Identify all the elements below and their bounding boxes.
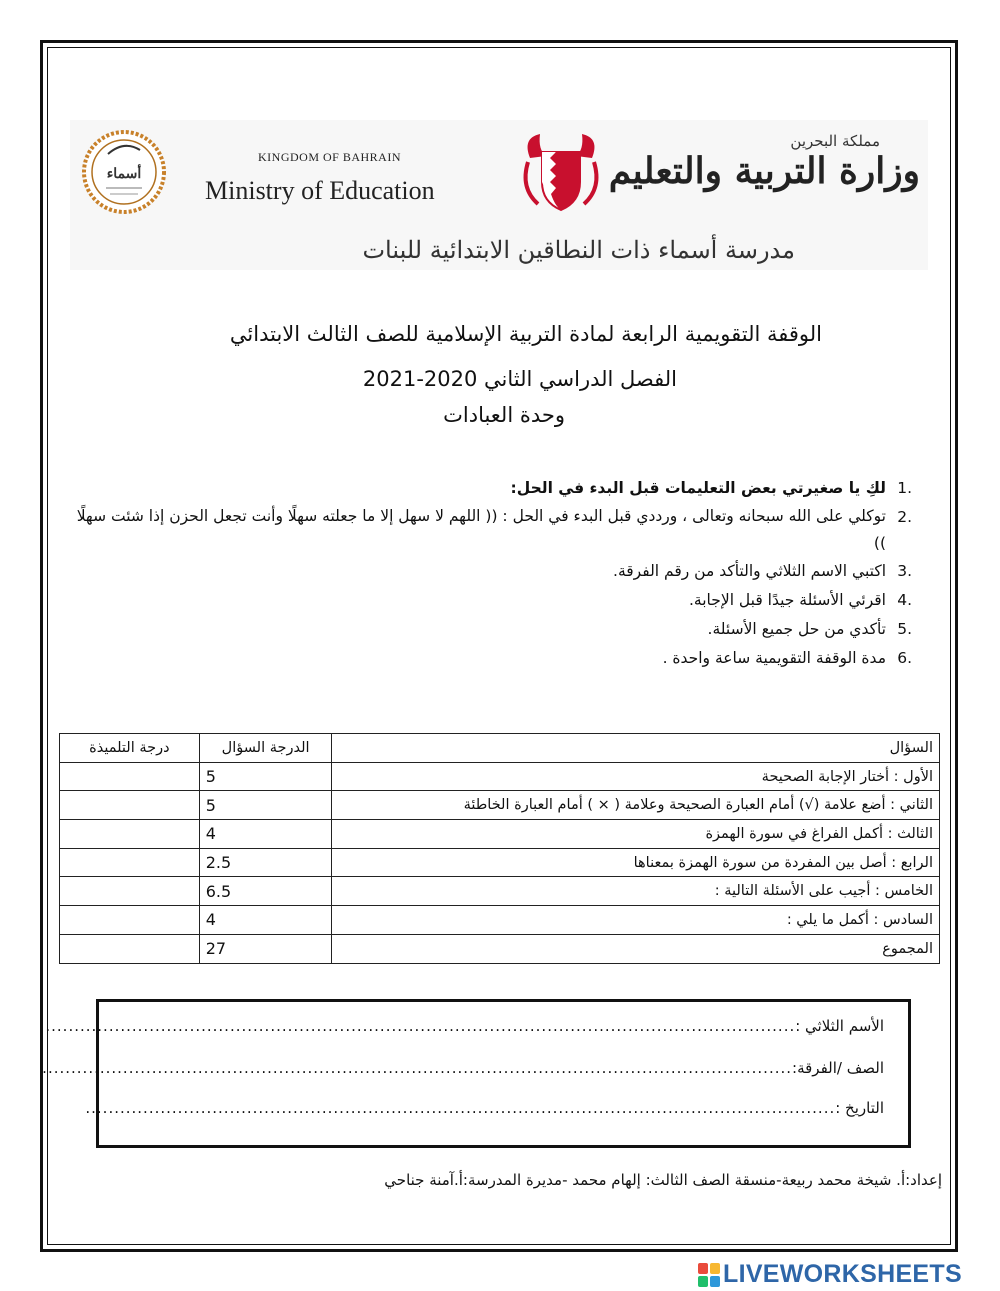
class-field[interactable] <box>42 1059 884 1077</box>
class-label: الصف /الفرقة: <box>792 1059 884 1077</box>
table-header-row <box>60 734 940 763</box>
degree-cell: 4 <box>199 820 332 849</box>
header-ministry-en: Ministry of Education <box>205 176 435 205</box>
header-question-degree: الدرجة السؤال <box>199 734 332 763</box>
degree-cell: 4 <box>199 906 332 935</box>
table-row <box>60 820 940 849</box>
instruction-item <box>60 586 912 615</box>
instruction-number: .1 <box>897 479 912 497</box>
name-dots: .................................................................................................................................. <box>45 1017 796 1035</box>
instructions-list <box>60 474 912 673</box>
degree-cell: 6.5 <box>199 877 332 906</box>
class-dots: .................................................................................................................................. <box>42 1059 793 1077</box>
table-total-row <box>60 934 940 963</box>
instruction-item <box>60 615 912 644</box>
instruction-text: اكتبي الاسم الثلاثي والتأكد من رقم الفرقة. <box>613 562 886 580</box>
school-name: مدرسة أسماء ذات النطاقين الابتدائية للبنات <box>362 236 795 264</box>
instruction-text: اقرئي الأسئلة جيدًا قبل الإجابة. <box>689 591 886 609</box>
question-cell: الأول : أختار الإجابة الصحيحة <box>332 762 940 791</box>
instruction-item <box>60 644 912 673</box>
header-question: السؤال <box>332 734 940 763</box>
instruction-item <box>60 503 912 557</box>
student-score-cell[interactable] <box>60 848 200 877</box>
name-field[interactable] <box>45 1017 884 1035</box>
student-score-cell[interactable] <box>60 762 200 791</box>
instruction-text: توكلي على الله سبحانه وتعالى ، ورددي قبل البدء في الحل : (( اللهم لا سهل إلا ما جعلته سهلًا وأنت تجعل الحزن إذا شئت سهلًا )) <box>76 507 886 552</box>
instruction-text: تأكدي من حل جميع الأسئلة. <box>707 620 886 638</box>
student-score-cell[interactable] <box>60 791 200 820</box>
degree-cell: 2.5 <box>199 848 332 877</box>
question-cell: الثالث : أكمل الفراغ في سورة الهمزة <box>332 820 940 849</box>
bahrain-emblem <box>520 128 602 214</box>
total-degree-cell: 27 <box>199 934 332 963</box>
question-cell: الثاني : أضع علامة (√) أمام العبارة الصحيحة وعلامة ( × ) أمام العبارة الخاطئة <box>332 791 940 820</box>
table-row <box>60 848 940 877</box>
total-student-score-cell[interactable] <box>60 934 200 963</box>
degree-cell: 5 <box>199 791 332 820</box>
school-logo <box>78 126 170 218</box>
instruction-number: .2 <box>897 508 912 526</box>
student-score-cell[interactable] <box>60 820 200 849</box>
date-field[interactable] <box>85 1099 884 1117</box>
exam-unit: وحدة العبادات <box>443 403 565 427</box>
question-cell: السادس : أكمل ما يلي : <box>332 906 940 935</box>
liveworksheets-text: LIVEWORKSHEETS <box>723 1260 962 1288</box>
student-score-cell[interactable] <box>60 877 200 906</box>
question-cell: الخامس : أجيب على الأسئلة التالية : <box>332 877 940 906</box>
header-student-degree: درجة التلميذة <box>60 734 200 763</box>
student-info-box <box>42 999 911 1148</box>
table-row <box>60 877 940 906</box>
header-ministry-ar: وزارة التربية والتعليم <box>608 150 920 192</box>
header-kingdom-en: KINGDOM OF BAHRAIN <box>258 150 402 164</box>
date-label: التاريخ : <box>835 1099 884 1117</box>
table-row <box>60 791 940 820</box>
instruction-number: .6 <box>897 649 912 667</box>
degree-cell: 5 <box>199 762 332 791</box>
liveworksheets-watermark[interactable] <box>698 1260 962 1289</box>
liveworksheets-icon <box>698 1263 720 1287</box>
instruction-item <box>60 474 912 503</box>
exam-semester: الفصل الدراسي الثاني 2020-2021 <box>362 367 677 391</box>
table-row <box>60 762 940 791</box>
instruction-text: لكِ يا صغيرتي بعض التعليمات قبل البدء في الحل: <box>510 479 886 497</box>
header-kingdom-ar: مملكة البحرين <box>790 132 880 150</box>
name-label: الأسم الثلاثي : <box>795 1017 884 1035</box>
student-score-cell[interactable] <box>60 906 200 935</box>
svg-text:أسماء: أسماء <box>106 166 142 182</box>
total-label-cell: المجموع <box>332 934 940 963</box>
instruction-number: .3 <box>897 562 912 580</box>
prepared-by: إعداد:أ. شيخة محمد ربيعة-منسقة الصف الثالث: إلهام محمد -مديرة المدرسة:أ.آمنة جناحي <box>384 1171 942 1189</box>
instruction-number: .5 <box>897 620 912 638</box>
instruction-number: .4 <box>897 591 912 609</box>
question-cell: الرابع : أصل بين المفردة من سورة الهمزة بمعناها <box>332 848 940 877</box>
instruction-text: مدة الوقفة التقويمية ساعة واحدة . <box>662 649 886 667</box>
instruction-item <box>60 557 912 586</box>
date-dots: .................................................................................................................................. <box>85 1099 836 1117</box>
exam-title: الوقفة التقويمية الرابعة لمادة التربية الإسلامية للصف الثالث الابتدائي <box>229 322 822 346</box>
table-row <box>60 906 940 935</box>
grades-table <box>59 733 940 964</box>
